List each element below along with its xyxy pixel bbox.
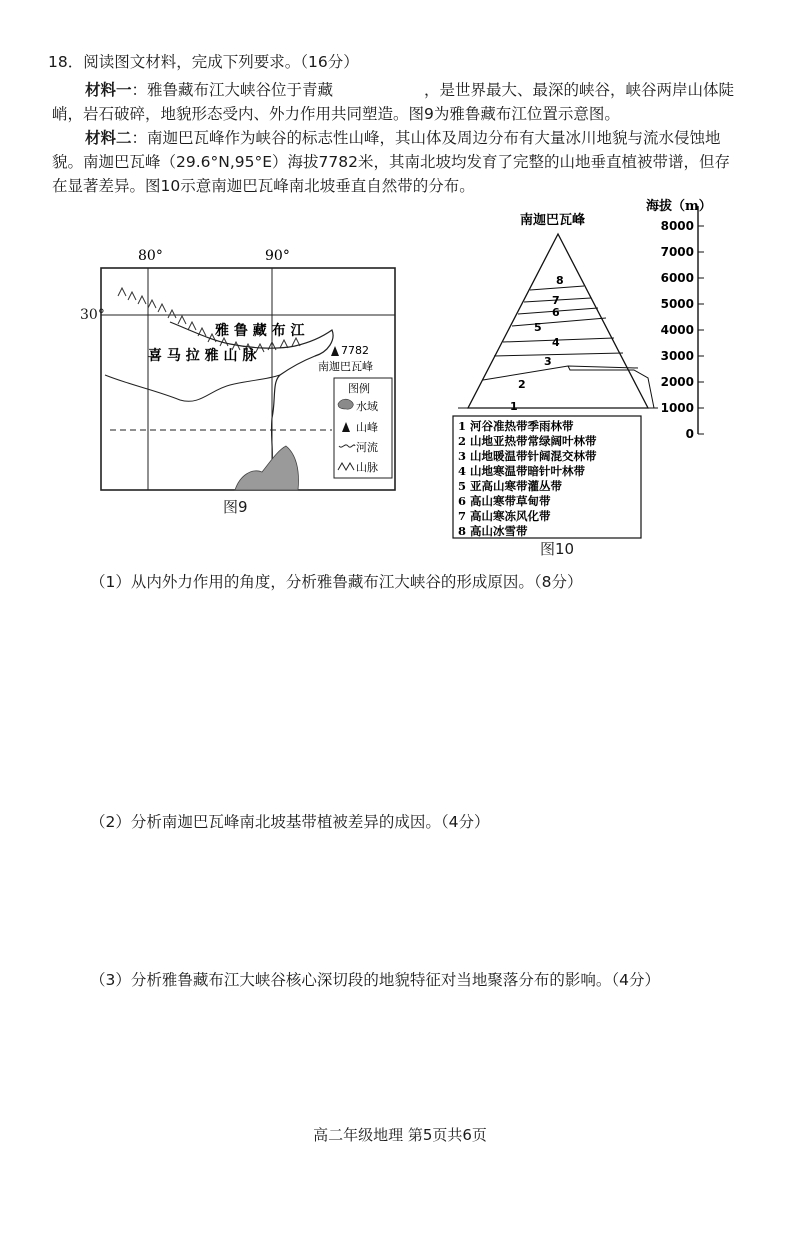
axis-tick-label-5000: 5000 (660, 297, 694, 311)
sub-question-3: （3）分析雅鲁藏布江大峡谷核心深切段的地貌特征对当地聚落分布的影响。（4分） (90, 971, 660, 989)
legend-zone-3: 3 山地暖温带针阔混交林带 (458, 449, 597, 463)
legend-zone-8: 8 高山冰雪带 (458, 524, 528, 538)
legend-title: 图例 (348, 382, 370, 395)
zone-3: 3 (544, 355, 552, 368)
legend-water: 水域 (356, 400, 378, 413)
legend-peak: 山峰 (356, 421, 378, 434)
lon-80-label: 80° (138, 248, 163, 264)
material2-line1 (85, 128, 721, 148)
fig9-caption: 图9 (223, 498, 248, 516)
axis-title: 海拔（m） (646, 199, 712, 214)
material2-label: 材料二 (85, 129, 132, 147)
material1-label: 材料一 (85, 81, 132, 99)
zone-1: 1 (510, 400, 518, 413)
axis-tick-label-6000: 6000 (660, 271, 694, 285)
range-label: 喜 马 拉 雅 山 脉 (148, 348, 257, 364)
zone-8: 8 (556, 274, 564, 287)
material1-line2: 峭，岩石破碎，地貌形态受内、外力作用共同塑造。图9为雅鲁藏布江位置示意图。 (52, 105, 620, 123)
zone-2: 2 (518, 378, 526, 391)
material1-line1b: ，是世界最大、最深的峡谷，峡谷两岸山体陡 (424, 81, 735, 99)
peak-elevation: 7782 (341, 344, 369, 357)
material2-text-a: ：南迦巴瓦峰作为峡谷的标志性山峰，其山体及周边分布有大量冰川地貌与流水侵蚀地 (131, 129, 721, 147)
legend-zone-1: 1 河谷准热带季雨林带 (458, 419, 574, 433)
water-legend-icon (338, 399, 353, 409)
lon-90-label: 90° (265, 248, 290, 264)
material1-text-a: ：雅鲁藏布江大峡谷位于青藏 (131, 81, 334, 99)
legend-zone-4: 4 山地寒温带暗针叶林带 (458, 464, 586, 478)
river-label: 雅 鲁 藏 布 江 (215, 323, 305, 339)
zone-4: 4 (552, 336, 560, 349)
fig9-map (100, 240, 400, 492)
axis-tick-label-3000: 3000 (660, 349, 694, 363)
peak-name: 南迦巴瓦峰 (318, 360, 373, 373)
zone-6: 6 (552, 306, 560, 319)
legend-zone-7: 7 高山寒冻风化带 (458, 509, 551, 523)
material2-line3: 在显著差异。图10示意南迦巴瓦峰南北坡垂直自然带的分布。 (52, 177, 475, 195)
zone-5: 5 (534, 321, 542, 334)
sub-question-2: （2）分析南迦巴瓦峰南北坡基带植被差异的成因。（4分） (90, 813, 490, 831)
fig10-peak-name: 南迦巴瓦峰 (520, 213, 586, 228)
legend-zone-5: 5 亚高山寒带灌丛带 (458, 479, 563, 493)
page-footer: 高二年级地理 第5页共6页 (313, 1126, 487, 1144)
mountain-outline (468, 234, 648, 408)
lat-30-label: 30° (80, 307, 105, 323)
question-header: 18．阅读图文材料，完成下列要求。（16分） (48, 53, 359, 71)
axis-tick-label-2000: 2000 (660, 375, 694, 389)
legend-zone-2: 2 山地亚热带常绿阔叶林带 (458, 434, 597, 448)
material1-line1 (85, 80, 333, 100)
axis-tick-label-0: 0 (685, 427, 694, 441)
legend-river: 河流 (356, 441, 378, 454)
legend-zone-6: 6 高山寒带草甸带 (458, 494, 551, 508)
axis-tick-label-4000: 4000 (660, 323, 694, 337)
fig10-caption: 图10 (540, 540, 575, 558)
zone-7: 7 (552, 294, 560, 307)
legend-range: 山脉 (356, 461, 378, 474)
axis-tick-label-8000: 8000 (660, 219, 694, 233)
sub-question-1: （1）从内外力作用的角度，分析雅鲁藏布江大峡谷的形成原因。（8分） (90, 573, 583, 591)
material2-line2: 貌。南迦巴瓦峰（29.6°N,95°E）海拔7782米，其南北坡均发育了完整的山地垂直植被带谱，但存 (52, 153, 730, 171)
fig10-diagram (448, 198, 748, 546)
axis-tick-label-1000: 1000 (660, 401, 694, 415)
axis-tick-label-7000: 7000 (660, 245, 694, 259)
